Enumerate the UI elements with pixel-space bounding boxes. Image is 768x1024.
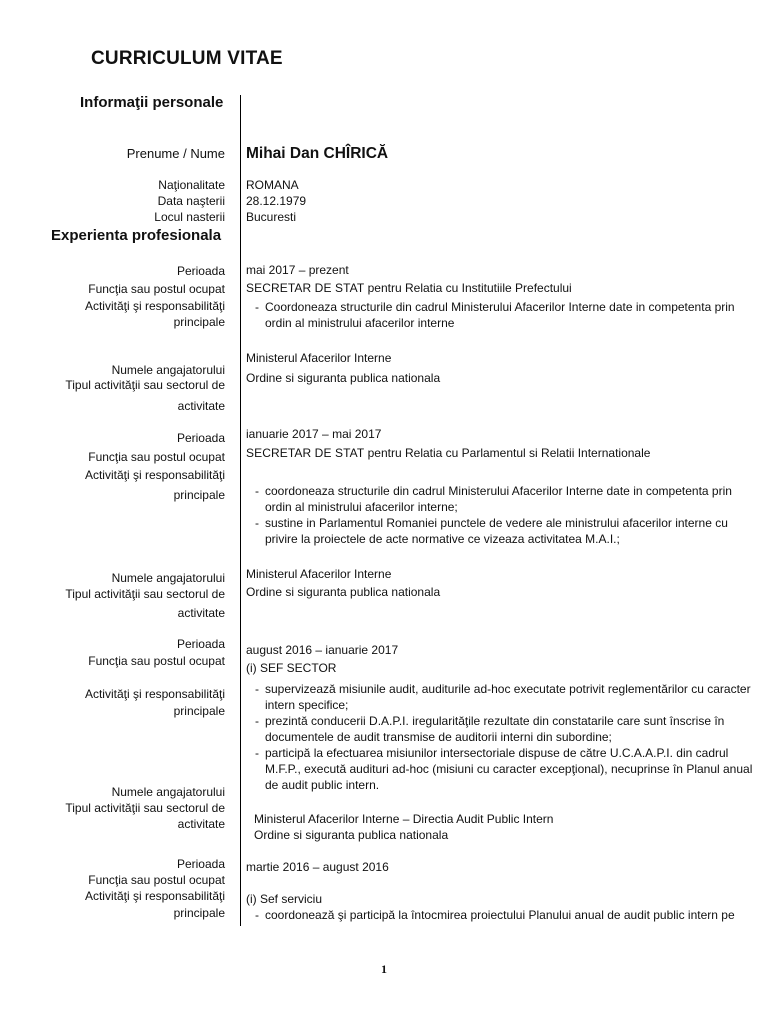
period-label: Perioada bbox=[176, 637, 225, 651]
period-label: Perioada bbox=[176, 857, 225, 871]
column-divider bbox=[240, 95, 241, 926]
job-sector: Ordine si siguranta publica nationala bbox=[246, 371, 441, 385]
activities-label: Activităţi şi responsabilităţi bbox=[84, 299, 225, 313]
personal-info-heading: Informaţii personale bbox=[80, 94, 224, 111]
person-name: Mihai Dan CHÎRICĂ bbox=[246, 145, 389, 162]
period-label: Perioada bbox=[176, 264, 225, 278]
job-period: august 2016 – ianuarie 2017 bbox=[246, 643, 399, 657]
birthdate-label: Data naşterii bbox=[157, 194, 225, 208]
duty-item: - sustine in Parlamentul Romaniei punctele de vedere ale ministrului afacerilor interne cu privire la proiectele de acte normative ce vizeaza activitatea M.A.I.; bbox=[246, 515, 756, 547]
job-period: ianuarie 2017 – mai 2017 bbox=[246, 427, 382, 441]
name-label: Prenume / Nume bbox=[126, 146, 225, 161]
job-period: mai 2017 – prezent bbox=[246, 263, 349, 277]
sector-label-cont: activitate bbox=[177, 399, 225, 413]
duty-item: - Coordoneaza structurile din cadrul Ministerului Afacerilor Interne date in competenta prin ordin al ministrului afacerilor interne bbox=[246, 299, 756, 331]
sector-label-cont: activitate bbox=[177, 606, 225, 620]
job-employer: Ministerul Afacerilor Interne bbox=[246, 351, 392, 365]
job-employer: Ministerul Afacerilor Interne bbox=[246, 567, 392, 581]
employer-label: Numele angajatorului bbox=[111, 571, 225, 585]
birthplace-value: Bucuresti bbox=[246, 210, 297, 224]
employer-label: Numele angajatorului bbox=[111, 785, 225, 799]
duty-item: - supervizează misiunile audit, auditurile ad-hoc executate potrivit reglementărilor cu caracter intern specifice; bbox=[246, 681, 756, 713]
birthplace-label: Locul nasterii bbox=[154, 210, 225, 224]
position-label: Funcţia sau postul ocupat bbox=[88, 873, 225, 887]
employer-label: Numele angajatorului bbox=[111, 363, 225, 377]
job-position: SECRETAR DE STAT pentru Relatia cu Institutiile Prefectului bbox=[246, 281, 572, 295]
experience-heading: Experienta profesionala bbox=[51, 227, 222, 244]
sector-label: Tipul activităţii sau sectorul de bbox=[65, 378, 225, 392]
position-label: Funcţia sau postul ocupat bbox=[88, 282, 225, 296]
job-employer: Ministerul Afacerilor Interne – Directia Audit Public Intern bbox=[254, 812, 554, 826]
nationality-label: Naţionalitate bbox=[158, 178, 225, 192]
duty-item: - coordoneaza structurile din cadrul Ministerului Afacerilor Interne date in competenta prin ordin al ministrului afacerilor interne; bbox=[246, 483, 756, 515]
job-duties bbox=[246, 483, 756, 547]
activities-label-cont: principale bbox=[173, 704, 225, 718]
job-position: (i) Sef serviciu bbox=[246, 892, 323, 906]
job-duties bbox=[246, 681, 756, 793]
document-title: CURRICULUM VITAE bbox=[91, 48, 283, 69]
position-label: Funcţia sau postul ocupat bbox=[88, 450, 225, 464]
job-position: SECRETAR DE STAT pentru Relatia cu Parlamentul si Relatii Internationale bbox=[246, 446, 651, 460]
job-period: martie 2016 – august 2016 bbox=[246, 860, 389, 874]
sector-label-cont: activitate bbox=[177, 817, 225, 831]
birthdate-value: 28.12.1979 bbox=[246, 194, 307, 208]
job-duties bbox=[246, 299, 756, 331]
sector-label: Tipul activităţii sau sectorul de bbox=[65, 587, 225, 601]
activities-label-cont: principale bbox=[173, 488, 225, 502]
activities-label: Activităţi şi responsabilităţi bbox=[84, 468, 225, 482]
job-sector: Ordine si siguranta publica nationala bbox=[246, 585, 441, 599]
duty-item: - participă la efectuarea misiunilor intersectoriale dispuse de către U.C.A.A.P.I. din cadrul M.F.P., execută audituri ad-hoc (misiuni cu caracter excepţional), necuprinse în Planul anual de audit public intern. bbox=[246, 745, 756, 793]
position-label: Funcţia sau postul ocupat bbox=[88, 654, 225, 668]
duty-item: - prezintă conducerii D.A.P.I. iregularităţile rezultate din constatarile care sunt înscrise în documentele de audit transmise de auditorii interni din subordine; bbox=[246, 713, 756, 745]
activities-label: Activităţi şi responsabilităţi bbox=[84, 687, 225, 701]
job-position: (i) SEF SECTOR bbox=[246, 661, 337, 675]
page-number: 1 bbox=[381, 962, 387, 976]
activities-label-cont: principale bbox=[173, 315, 225, 329]
job-duties bbox=[246, 907, 756, 923]
activities-label-cont: principale bbox=[173, 906, 225, 920]
nationality-value: ROMANA bbox=[246, 178, 299, 192]
job-sector: Ordine si siguranta publica nationala bbox=[254, 828, 449, 842]
duty-item: - coordonează şi participă la întocmirea proiectului Planului anual de audit public intern pe bbox=[246, 907, 756, 923]
period-label: Perioada bbox=[176, 431, 225, 445]
sector-label: Tipul activităţii sau sectorul de bbox=[65, 801, 225, 815]
activities-label: Activităţi şi responsabilităţi bbox=[84, 889, 225, 903]
